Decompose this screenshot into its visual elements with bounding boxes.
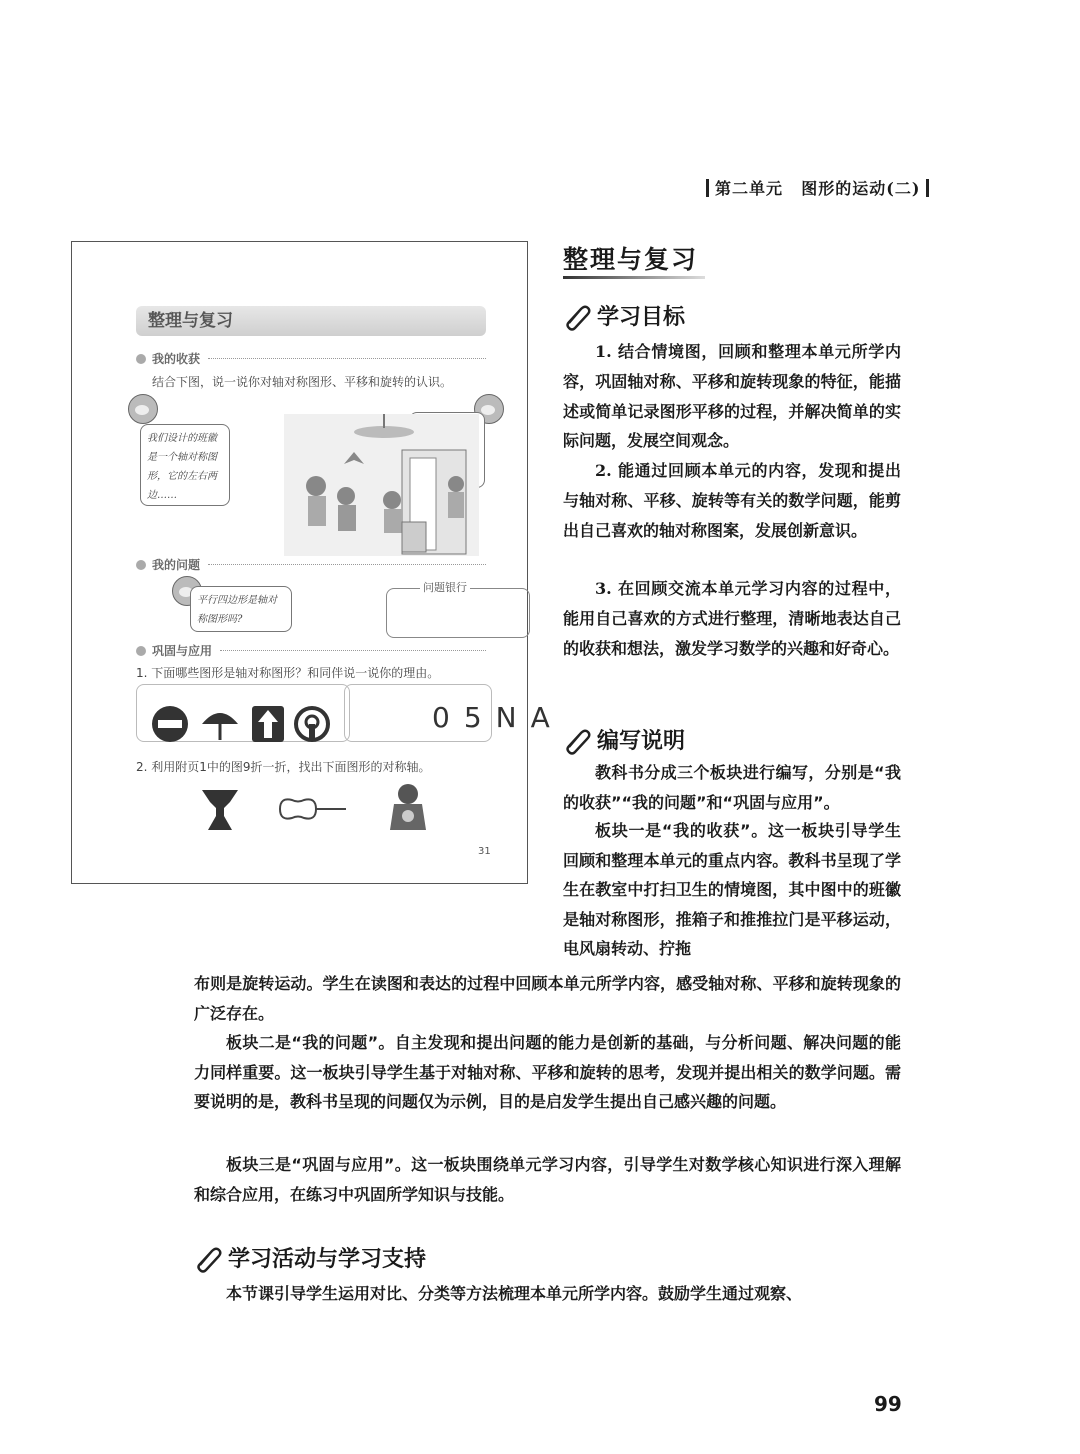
violin-icon [276, 794, 348, 824]
paperclip-icon [563, 301, 593, 331]
running-header [700, 176, 935, 199]
question-bank-label: 问题银行 [420, 579, 470, 595]
thumb-letters: 05NA [432, 701, 564, 734]
no-entry-sign-icon [150, 704, 190, 744]
pin-icon [136, 354, 146, 364]
objective-3: 3. 在回顾交流本单元学习内容的过程中，能用自己喜欢的方式进行整理，清晰地表达自己的收获和想法，激发学习数学的兴趣和好奇心。 [563, 579, 901, 658]
thumb-title: 整理与复习 [136, 306, 486, 336]
thumb-page-number: 31 [478, 846, 491, 857]
notes-paragraph-2b: 布则是旋转运动。学生在读图和表达的过程中回顾本单元所学内容，感受轴对称、平移和旋转现象的广泛存在。 [194, 974, 901, 1023]
thumb-exercise-1: 1. 下面哪些图形是轴对称图形？和同伴说一说你的理由。 [136, 666, 440, 680]
paperclip-icon [194, 1243, 224, 1273]
objective-1: 1. 结合情境图，回顾和整理本单元所学内容，巩固轴对称、平移和旋转现象的特征，能描述或简单记录图形平移的过程，并解决简单的实际问题，发展空间观念。 [563, 342, 901, 451]
girl-avatar-icon [128, 394, 158, 424]
objectives-heading: 学习目标 [563, 300, 685, 331]
vase-faces-icon [200, 788, 240, 832]
objective-2: 2. 能通过回顾本单元的内容，发现和提出与轴对称、平移、旋转等有关的数学问题，能剪出自己喜欢的轴对称图案，发展创新意识。 [563, 461, 901, 540]
unit-topic: 图形的运动(二) [801, 179, 921, 198]
umbrella-icon [200, 704, 240, 744]
thumb-section-apply: 巩固与应用 [136, 642, 486, 659]
title-underline [563, 276, 705, 279]
paperclip-icon [563, 725, 593, 755]
pin-icon [136, 560, 146, 570]
activities-heading: 学习活动与学习支持 [194, 1242, 426, 1273]
question-bank-box [386, 588, 530, 638]
page-number: 99 [874, 1392, 902, 1416]
thumb-question-bubble: 平行四边形是轴对称图形吗? [190, 586, 292, 632]
notes-paragraph-2a: 板块一是“我的收获”。这一板块引导学生回顾和整理本单元的重点内容。教科书呈现了学生在教室中打扫卫生的情境图，其中图中的班徽是轴对称图形，推箱子和推推拉门是平移运动，电风扇转动、拧拖 [563, 821, 901, 958]
thumb-gains-prompt: 结合下图，说一说你对轴对称图形、平移和旋转的认识。 [152, 375, 453, 389]
textbook-page-image [71, 241, 564, 884]
notes-paragraph-4: 板块三是“巩固与应用”。这一板块围绕单元学习内容，引导学生对数学核心知识进行深入理解和综合应用，在练习中巩固所学知识与技能。 [194, 1155, 901, 1204]
thumb-section-gains: 我的收获 [136, 350, 486, 367]
straight-arrow-sign-icon [248, 704, 288, 744]
thumb-exercise-2: 2. 利用附页1中的图9折一折，找出下面图形的对称轴。 [136, 760, 431, 774]
thumb-section-questions: 我的问题 [136, 556, 486, 573]
thumb-bubble-left: 我们设计的班徽是一个轴对称图形，它的左右两边…… [140, 424, 230, 506]
classroom-scene-illustration [284, 414, 479, 556]
notes-heading: 编写说明 [563, 724, 685, 755]
notes-paragraph-3: 板块二是“我的问题”。自主发现和提出问题的能力是创新的基础，与分析问题、解决问题的能力同样重要。这一板块引导学生基于对轴对称、平移和旋转的思考，发现并提出相关的数学问题。需要说明的是，教科书呈现的问题仅为示例，目的是启发学生提出自己感兴趣的问题。 [194, 1033, 901, 1111]
notes-paragraph-1: 教科书分成三个板块进行编写，分别是“我的收获”“我的问题”和“巩固与应用”。 [563, 763, 901, 812]
unit-label: 第二单元 [715, 179, 784, 198]
activities-paragraph-1: 本节课引导学生运用对比、分类等方法梳理本单元所学内容。鼓励学生通过观察、 [226, 1284, 803, 1303]
railway-logo-icon [292, 704, 332, 744]
page-title: 整理与复习 [563, 245, 699, 274]
pin-icon [136, 646, 146, 656]
paper-cut-figure-icon [388, 782, 428, 832]
